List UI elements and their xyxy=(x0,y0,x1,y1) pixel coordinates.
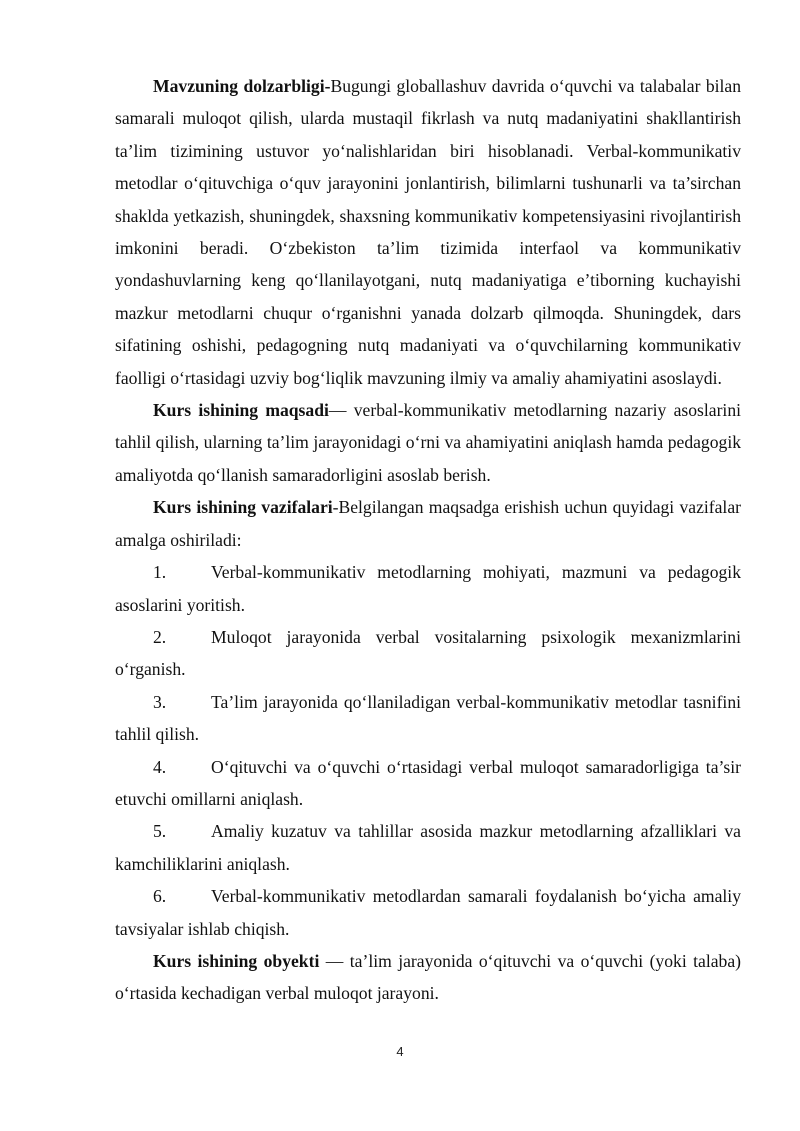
task-text: Ta’lim jarayonida qo‘llaniladigan verbal-kommunikativ metodlar tasnifini tahlil qilish. xyxy=(115,691,741,745)
tasks-text: -Belgilangan maqsadga erishish uchun quyidagi vazifalar amalga oshiriladi: xyxy=(115,497,741,550)
object-paragraph xyxy=(115,945,741,1010)
object-text: — ta’lim jarayonida o‘qituvchi va o‘quvchi (yoki talaba) o‘rtasida kechadigan verbal muloqot jarayoni. xyxy=(115,950,741,1004)
task-number: 1. xyxy=(153,562,167,583)
goal-paragraph xyxy=(115,394,741,491)
task-text: Verbal-kommunikativ metodlardan samarali foydalanish bo‘yicha amaliy tavsiyalar ishlab chiqish. xyxy=(115,886,741,939)
relevance-paragraph xyxy=(115,70,741,394)
object-heading: Kurs ishining obyekti xyxy=(153,950,320,971)
task-number: 5. xyxy=(153,821,167,842)
task-item-1 xyxy=(115,556,741,621)
task-text: Verbal-kommunikativ metodlarning mohiyati, mazmuni va pedagogik asoslarini yoritish. xyxy=(115,562,741,615)
task-item-6 xyxy=(115,880,741,945)
document-page xyxy=(115,70,741,1010)
task-item-4 xyxy=(115,751,741,816)
goal-heading: Kurs ishining maqsadi xyxy=(153,400,329,421)
task-item-3 xyxy=(115,686,741,751)
tasks-heading: Kurs ishining vazifalari xyxy=(153,497,333,518)
task-text: O‘qituvchi va o‘quvchi o‘rtasidagi verbal muloqot samaradorligiga ta’sir etuvchi omillarni aniqlash. xyxy=(115,756,741,809)
task-text: Muloqot jarayonida verbal vositalarning psixologik mexanizmlarini o‘rganish. xyxy=(115,626,741,680)
task-number: 3. xyxy=(153,691,167,712)
tasks-paragraph xyxy=(115,491,741,556)
relevance-text: Bugungi globallashuv davrida o‘quvchi va talabalar bilan samarali muloqot qilish, ularda mustaqil fikrlash va nutq madaniyatini shakllantirish ta’lim tizimining ustuvor yo‘nalishlaridan biri hisoblanadi. Verbal-kommunikativ metodlar o‘qituvchiga o‘quv jarayonini jonlantirish, bilimlarni tushunarli va ta’sirchan shaklda yetkazish, shuningdek, shaxsning kommunikativ kompetensiyasini rivojlantirish imkonini beradi. O‘zbekiston ta’lim tizimida interfaol va kommunikativ yondashuvlarning keng qo‘llanilayotgani, nutq madaniyatiga e’tiborning kuchayishi mazkur metodlarni chuqur o‘rganishni yanada dolzarb qilmoqda. Shuningdek, dars sifatining oshishi, pedagogning nutq madaniyati va o‘quvchilarning kommunikativ faolligi o‘rtasidagi uzviy bog‘liqlik mavzuning ilmiy va amaliy ahamiyatini asoslaydi. xyxy=(115,76,742,388)
task-item-2 xyxy=(115,621,741,686)
task-number: 2. xyxy=(153,626,167,647)
page-number: 4 xyxy=(396,1044,404,1059)
relevance-heading: Mavzuning dolzarbligi- xyxy=(153,76,331,96)
task-text: Amaliy kuzatuv va tahlillar asosida mazkur metodlarning afzalliklari va kamchiliklarini aniqlash. xyxy=(115,821,741,874)
task-number: 4. xyxy=(153,756,167,777)
task-item-5 xyxy=(115,815,741,880)
goal-text: — verbal-kommunikativ metodlarning nazariy asoslarini tahlil qilish, ularning ta’lim jarayonidagi o‘rni va ahamiyatini aniqlash hamda pedagogik amaliyotda qo‘llanish samaradorligini asoslab berish. xyxy=(115,400,742,485)
task-number: 6. xyxy=(153,886,167,907)
